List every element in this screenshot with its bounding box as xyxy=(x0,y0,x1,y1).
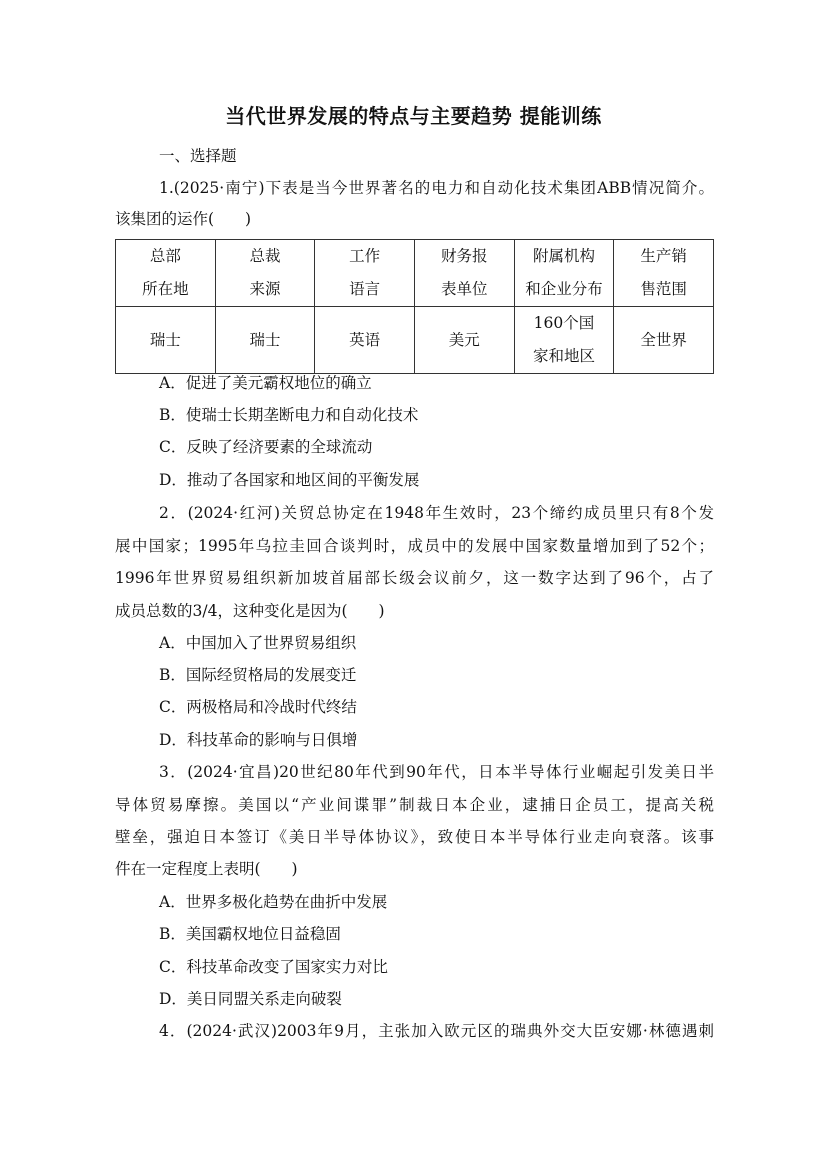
q1-option-b: B．使瑞士长期垄断电力和自动化技术 xyxy=(159,406,419,424)
q2-stem-line-1: 2．(2024·红河)关贸总协定在1948年生效时，23个缔约成员里只有8个发 xyxy=(159,504,714,522)
q2-stem-line-2: 展中国家；1995年乌拉圭回合谈判时，成员中的发展中国家数量增加到了52个； xyxy=(115,537,714,555)
table-header-cell: 总裁 来源 xyxy=(215,240,315,307)
table-header-cell: 财务报 表单位 xyxy=(414,240,514,307)
page-title: 当代世界发展的特点与主要趋势 提能训练 xyxy=(225,104,602,128)
table-row xyxy=(116,307,714,374)
q3-option-c: C．科技革命改变了国家实力对比 xyxy=(159,958,388,976)
table-cell: 瑞士 xyxy=(215,307,315,374)
q2-option-a: A．中国加入了世界贸易组织 xyxy=(159,634,357,652)
table-header-cell: 工作 语言 xyxy=(315,240,415,307)
q2-option-b: B．国际经贸格局的发展变迁 xyxy=(159,666,357,684)
table-header-cell: 生产销 售范围 xyxy=(614,240,714,307)
table-cell: 美元 xyxy=(414,307,514,374)
table-cell: 瑞士 xyxy=(116,307,216,374)
table-cell: 英语 xyxy=(315,307,415,374)
q1-option-a: A．促进了美元霸权地位的确立 xyxy=(159,374,372,392)
q2-option-c: C．两极格局和冷战时代终结 xyxy=(159,698,357,716)
q3-option-a: A．世界多极化趋势在曲折中发展 xyxy=(159,893,388,911)
table-header-cell: 附属机构 和企业分布 xyxy=(514,240,614,307)
q1-option-d: D．推动了各国家和地区间的平衡发展 xyxy=(159,471,420,489)
q3-stem-line-2: 导体贸易摩擦。美国以“产业间谍罪”制裁日本企业，逮捕日企员工，提高关税 xyxy=(115,796,714,814)
q3-option-d: D．美日同盟关系走向破裂 xyxy=(159,990,342,1008)
q2-stem-line-3: 1996年世界贸易组织新加坡首届部长级会议前夕，这一数字达到了96个，占了 xyxy=(115,569,714,587)
table-header-row xyxy=(116,240,714,307)
q2-stem-line-4: 成员总数的3/4，这种变化是因为( ) xyxy=(115,602,385,620)
q3-stem-line-4: 件在一定程度上表明( ) xyxy=(115,860,298,878)
q3-stem-line-3: 壁垒，强迫日本签订《美日半导体协议》，致使日本半导体行业走向衰落。该事 xyxy=(115,828,714,846)
q2-option-d: D．科技革命的影响与日俱增 xyxy=(159,731,358,749)
q4-stem-line-1: 4．(2024·武汉)2003年9月，主张加入欧元区的瑞典外交大臣安娜·林德遇刺 xyxy=(159,1022,714,1040)
q1-stem-line-1: 1.(2025·南宁)下表是当今世界著名的电力和自动化技术集团ABB情况简介。 xyxy=(159,179,714,197)
table-header-cell: 总部 所在地 xyxy=(116,240,216,307)
abb-info-table xyxy=(115,239,714,374)
table-cell: 160个国 家和地区 xyxy=(514,307,614,374)
q3-stem-line-1: 3．(2024·宜昌)20世纪80年代到90年代，日本半导体行业崛起引发美日半 xyxy=(159,763,714,781)
table-cell: 全世界 xyxy=(614,307,714,374)
q1-stem-line-2: 该集团的运作( ) xyxy=(115,210,252,228)
q3-option-b: B．美国霸权地位日益稳固 xyxy=(159,925,341,943)
q1-option-c: C．反映了经济要素的全球流动 xyxy=(159,438,373,456)
section-heading: 一、选择题 xyxy=(159,147,237,165)
